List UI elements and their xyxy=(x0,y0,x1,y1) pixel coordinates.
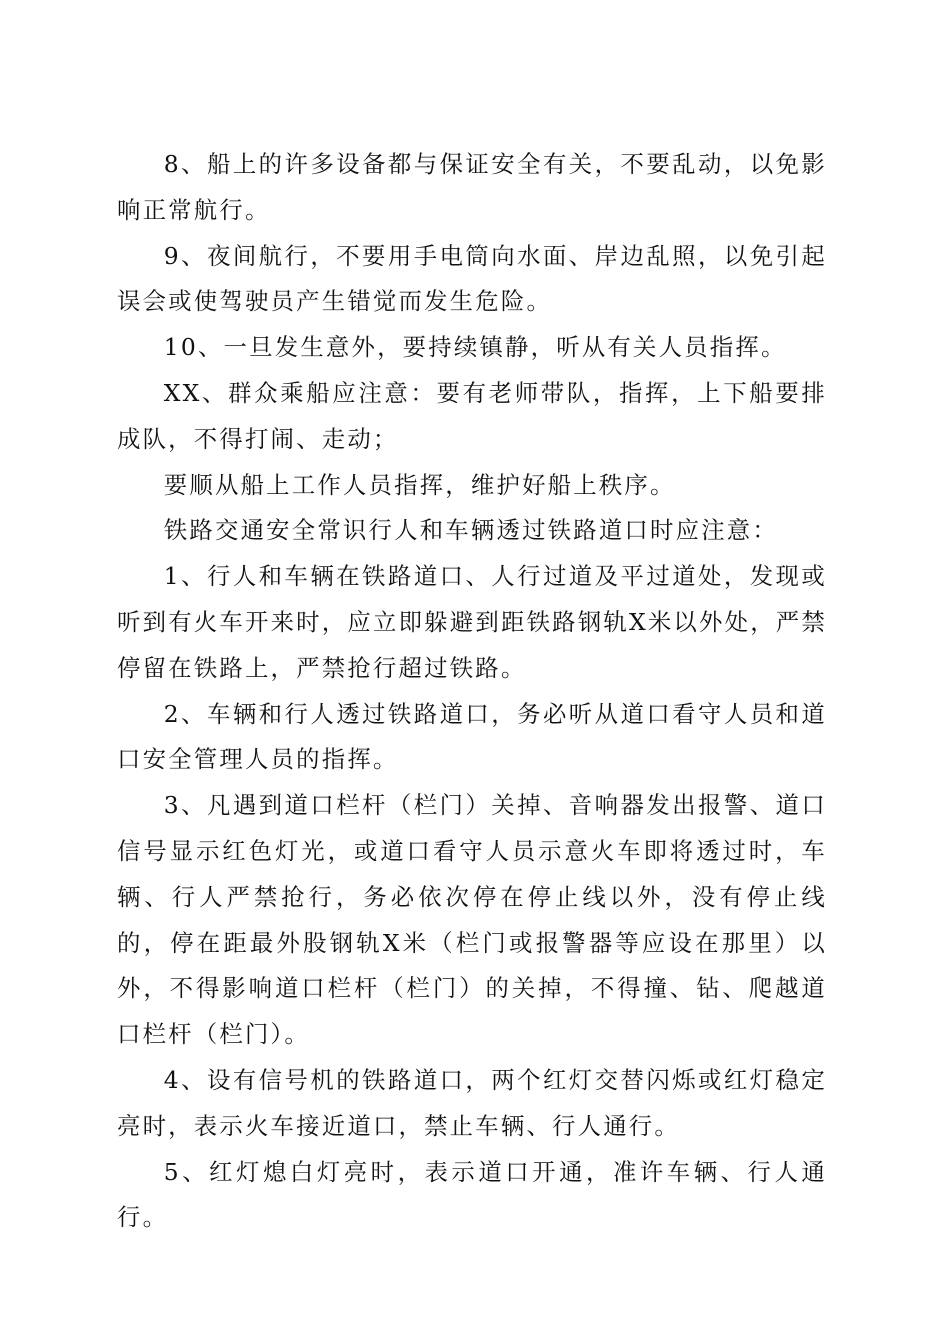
paragraph-item-9: 9、夜间航行，不要用手电筒向水面、岸边乱照，以免引起误会或使驾驶员产生错觉而发生危险。 xyxy=(117,241,827,316)
section-heading-railway-safety: 铁路交通安全常识行人和车辆透过铁路道口时应注意： xyxy=(163,516,778,545)
paragraph-railway-1: 1、行人和车辆在铁路道口、人行过道及平过道处，发现或听到有火车开来时，应立即躲避到距铁路钢轨X米以外处，严禁停留在铁路上，严禁抢行超过铁路。 xyxy=(117,562,827,682)
paragraph-boat-order: 要顺从船上工作人员指挥，维护好船上秩序。 xyxy=(163,470,676,499)
paragraph-item-10: 10、一旦发生意外，要持续镇静，听从有关人员指挥。 xyxy=(163,333,787,362)
paragraph-railway-4: 4、设有信号机的铁路道口，两个红灯交替闪烁或红灯稳定亮时，表示火车接近道口，禁止车辆、行人通行。 xyxy=(117,1065,827,1140)
paragraph-group-boarding: XX、群众乘船应注意：要有老师带队，指挥，上下船要排成队，不得打闹、走动； xyxy=(117,378,827,453)
paragraph-item-8: 8、船上的许多设备都与保证安全有关，不要乱动，以免影响正常航行。 xyxy=(117,150,827,224)
paragraph-railway-2: 2、车辆和行人透过铁路道口，务必听从道口看守人员和道口安全管理人员的指挥。 xyxy=(117,699,827,774)
document-page xyxy=(117,142,827,1241)
paragraph-railway-5: 5、红灯熄白灯亮时，表示道口开通，准许车辆、行人通行。 xyxy=(117,1157,827,1232)
paragraph-railway-3: 3、凡遇到道口栏杆（栏门）关掉、音响器发出报警、道口信号显示红色灯光，或道口看守人员示意火车即将透过时，车辆、行人严禁抢行，务必依次停在停止线以外，没有停止线的，停在距最外股钢轨X米（栏门或报警器等应设在那里）以外，不得影响道口栏杆（栏门）的关掉，不得撞、钻、爬越道口栏杆（栏门）。 xyxy=(117,791,827,1049)
